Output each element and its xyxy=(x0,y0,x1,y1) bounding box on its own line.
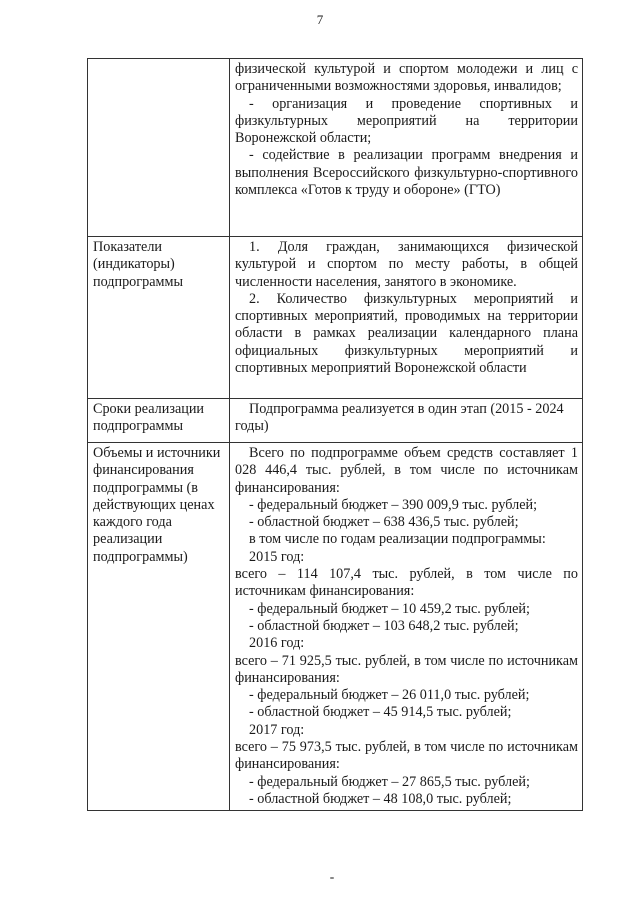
text-line: 2017 год: xyxy=(249,721,305,738)
row-content xyxy=(230,399,583,443)
text-line: Всего по подпрограмме объем средств составляет 1 028 446,4 тыс. рублей, в том числе по источникам финансирования: xyxy=(235,445,578,496)
table-row xyxy=(88,443,583,811)
row-content xyxy=(230,59,583,237)
table-row xyxy=(88,399,583,443)
subprogram-passport-table xyxy=(87,58,583,811)
text-line: 2015 год: xyxy=(249,548,305,565)
text-line: - областной бюджет – 48 108,0 тыс. рублей; xyxy=(249,790,512,807)
row-label xyxy=(88,59,230,237)
page-number: 7 xyxy=(316,12,324,27)
text-line: всего – 75 973,5 тыс. рублей, в том числе по источникам финансирования: xyxy=(235,739,578,773)
table-row xyxy=(88,59,583,237)
text-line: всего – 71 925,5 тыс. рублей, в том числе по источникам финансирования: xyxy=(235,652,578,686)
text-line: 2. Количество физкультурных мероприятий и спортивных мероприятий, проводимых на территории области в рамках реализации календарного плана официальных физкультурных мероприятий и спортивных мероприятий Воронежской области xyxy=(235,290,578,377)
row-content xyxy=(230,443,583,811)
text-line: - федеральный бюджет – 10 459,2 тыс. рублей; xyxy=(249,600,530,617)
text-line: всего – 114 107,4 тыс. рублей, в том числе по источникам финансирования: xyxy=(235,566,578,600)
row-content xyxy=(230,237,583,399)
text-line: 2016 год: xyxy=(249,635,305,652)
row-label: Объемы и источники финансирования подпрограммы (в действующих ценах каждого года реализации подпрограммы) xyxy=(88,443,230,811)
text-line: Подпрограмма реализуется в один этап (2015 - 2024 годы) xyxy=(235,401,564,435)
text-line: - организация и проведение спортивных и физкультурных мероприятий на территории Воронежской области; xyxy=(235,95,578,147)
text-line: 1. Доля граждан, занимающихся физической культурой и спортом по месту работы, в общей численности населения, занятого в экономике. xyxy=(235,239,578,290)
text-line: - федеральный бюджет – 26 011,0 тыс. рублей; xyxy=(249,687,530,704)
row-label: Показатели (индикаторы) подпрограммы xyxy=(88,237,230,399)
text-line: физической культурой и спортом молодежи и лиц с ограниченными возможностями здоровья, инвалидов; xyxy=(235,61,578,95)
table-row xyxy=(88,237,583,399)
text-line: - содействие в реализации программ внедрения и выполнения Всероссийского физкультурно-спортивного комплекса «Готов к труду и обороне» (ГТО) xyxy=(235,147,578,199)
row-label: Сроки реализации подпрограммы xyxy=(88,399,230,443)
text-line: - областной бюджет – 45 914,5 тыс. рублей; xyxy=(249,704,512,721)
scan-speck xyxy=(330,877,334,879)
text-line: в том числе по годам реализации подпрограммы: xyxy=(249,531,546,548)
text-line: - областной бюджет – 638 436,5 тыс. рублей; xyxy=(249,514,519,531)
text-line: - областной бюджет – 103 648,2 тыс. рублей; xyxy=(249,617,519,634)
text-line: - федеральный бюджет – 27 865,5 тыс. рублей; xyxy=(249,773,530,790)
text-line: - федеральный бюджет – 390 009,9 тыс. рублей; xyxy=(249,496,538,513)
